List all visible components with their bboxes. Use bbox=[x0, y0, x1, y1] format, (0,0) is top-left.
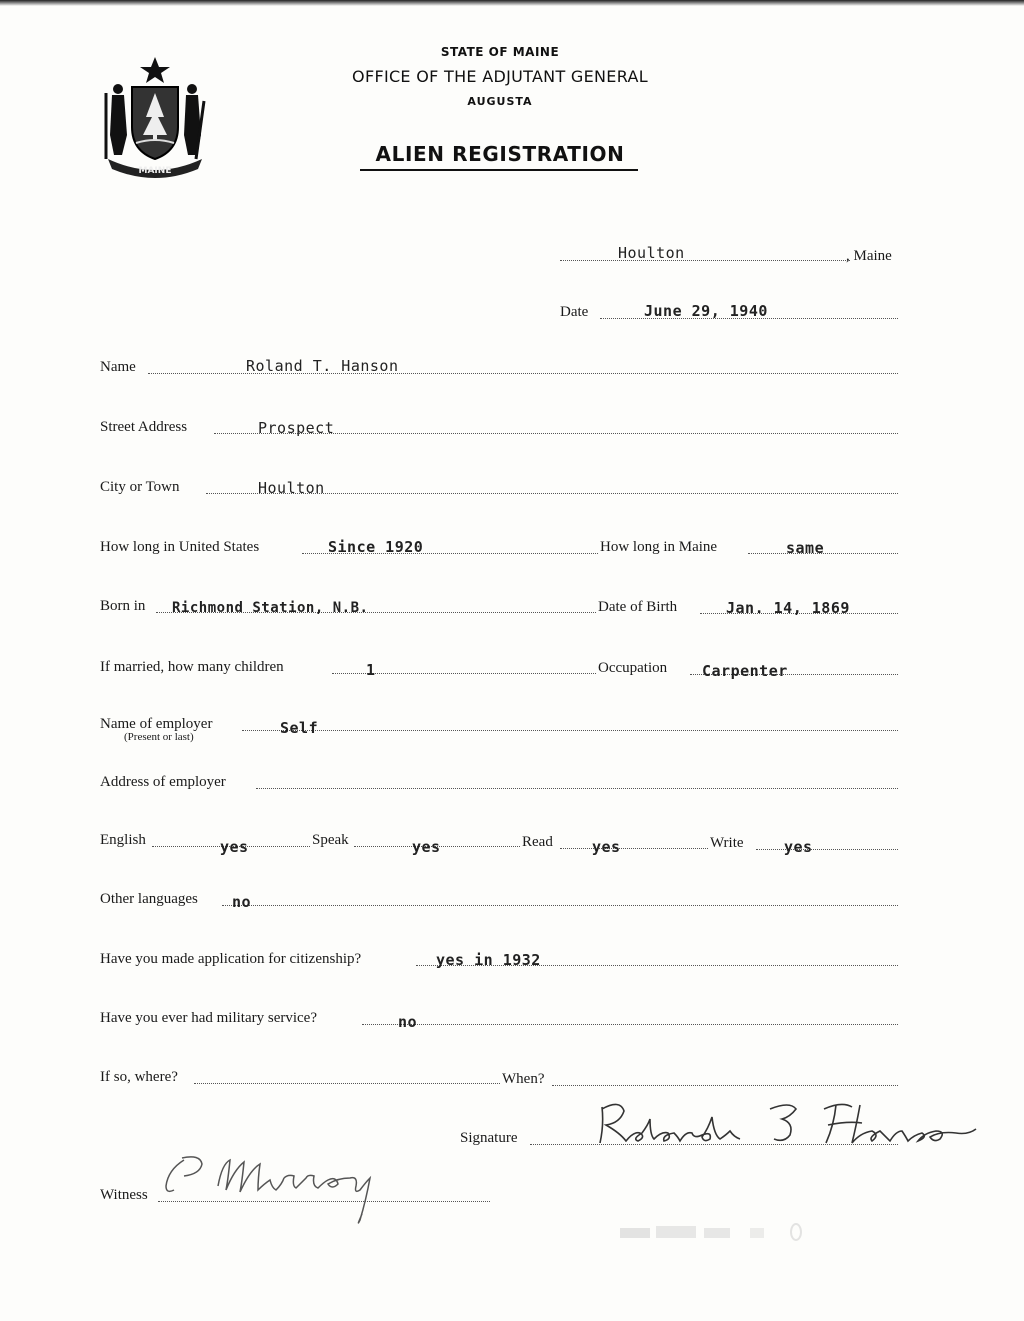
scan-edge bbox=[0, 0, 1024, 6]
born-in-label: Born in bbox=[100, 598, 146, 614]
header-city: AUGUSTA bbox=[467, 95, 533, 108]
maine-duration-value[interactable]: same bbox=[786, 539, 825, 557]
other-languages-value[interactable]: no bbox=[232, 893, 252, 911]
other-languages-label: Other languages bbox=[100, 891, 198, 907]
signature-label: Signature bbox=[460, 1130, 518, 1146]
born-in-value[interactable]: Richmond Station, N.B. bbox=[172, 600, 369, 616]
city-value[interactable]: Houlton bbox=[258, 479, 325, 497]
title-underline bbox=[360, 169, 638, 171]
speak-label: Speak bbox=[312, 832, 349, 848]
place-line bbox=[560, 258, 850, 261]
occupation-value[interactable]: Carpenter bbox=[702, 662, 788, 680]
witness-label: Witness bbox=[100, 1187, 148, 1203]
street-label: Street Address bbox=[100, 419, 188, 435]
form-title: ALIEN REGISTRATION bbox=[375, 142, 625, 166]
place-town-value[interactable]: Houlton bbox=[618, 244, 685, 262]
employer-sublabel: (Present or last) bbox=[124, 731, 194, 743]
children-label: If married, how many children bbox=[100, 659, 284, 675]
name-label: Name bbox=[100, 359, 136, 375]
city-label: City or Town bbox=[100, 479, 180, 495]
faint-stamp-mark bbox=[620, 1222, 810, 1244]
date-label: Date bbox=[560, 304, 589, 320]
children-value[interactable]: 1 bbox=[366, 661, 376, 679]
when-line bbox=[552, 1083, 898, 1086]
employer-address-label: Address of employer bbox=[100, 774, 226, 790]
read-label: Read bbox=[522, 834, 553, 850]
military-label: Have you ever had military service? bbox=[100, 1010, 317, 1026]
write-label: Write bbox=[710, 835, 744, 851]
employer-address-line bbox=[256, 786, 898, 789]
maine-duration-label: How long in Maine bbox=[600, 539, 718, 555]
header-office: OFFICE OF THE ADJUTANT GENERAL bbox=[352, 67, 648, 86]
place-state-label: , Maine bbox=[846, 248, 892, 264]
employer-value[interactable]: Self bbox=[280, 719, 319, 737]
occupation-label: Occupation bbox=[598, 660, 668, 676]
military-line bbox=[362, 1022, 898, 1025]
name-value[interactable]: Roland T. Hanson bbox=[246, 357, 399, 375]
write-line bbox=[756, 847, 898, 850]
dob-label: Date of Birth bbox=[598, 599, 678, 615]
witness-handwriting[interactable] bbox=[160, 1150, 400, 1230]
english-value[interactable]: yes bbox=[220, 838, 249, 856]
speak-value[interactable]: yes bbox=[412, 838, 441, 856]
signature-handwriting[interactable] bbox=[590, 1095, 980, 1155]
us-duration-label: How long in United States bbox=[100, 539, 260, 555]
english-label: English bbox=[100, 832, 146, 848]
citizenship-value[interactable]: yes in 1932 bbox=[436, 951, 541, 969]
where-label: If so, where? bbox=[100, 1069, 178, 1085]
svg-text:MAINE: MAINE bbox=[138, 166, 172, 176]
citizenship-label: Have you made application for citizenship? bbox=[100, 951, 362, 967]
read-value[interactable]: yes bbox=[592, 838, 621, 856]
write-value[interactable]: yes bbox=[784, 838, 813, 856]
employer-label: Name of employer bbox=[100, 716, 213, 732]
maine-state-seal-icon bbox=[100, 55, 210, 180]
employer-line bbox=[242, 728, 898, 731]
us-duration-value[interactable]: Since 1920 bbox=[328, 538, 424, 556]
header-state: STATE OF MAINE bbox=[440, 45, 560, 59]
date-value[interactable]: June 29, 1940 bbox=[644, 302, 768, 320]
street-value[interactable]: Prospect bbox=[258, 419, 335, 437]
where-line bbox=[194, 1081, 500, 1084]
read-line bbox=[560, 846, 708, 849]
dob-value[interactable]: Jan. 14, 1869 bbox=[726, 599, 850, 617]
other-languages-line bbox=[222, 903, 898, 906]
when-label: When? bbox=[502, 1071, 545, 1087]
military-value[interactable]: no bbox=[398, 1013, 418, 1031]
